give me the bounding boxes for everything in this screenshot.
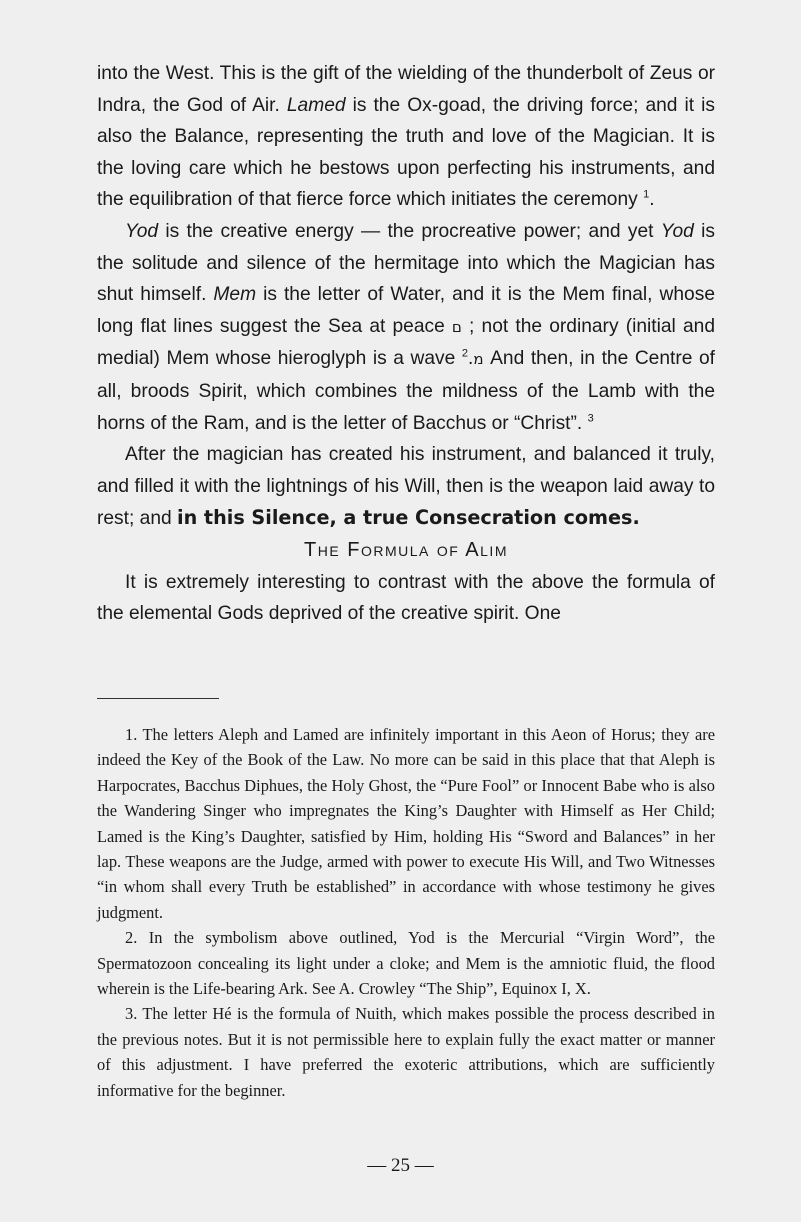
lamed-term: Lamed bbox=[286, 94, 346, 116]
section-heading: The Formula of Alim bbox=[304, 538, 508, 561]
footnote-ref-1: 1 bbox=[643, 188, 650, 201]
paragraph-2: Yod is the creative energy — the procreative power; and yet Yod is the solitude and silence of the hermitage into which the Magician has shut himself. Mem is the letter of Water, and it is the Mem final, whose long flat lines suggest the Sea at peace ם ; not the ordinary (initial and medial) Mem whose hieroglyph is a wave מ.$^2$ And then, in the Centre of all, broods Spirit, which combines the mildness of the Lamb with the horns of the Ram, and is the letter of Bacchus or “Christ”. $^3$ bbox=[97, 220, 715, 434]
main-text bbox=[97, 58, 715, 630]
mem-wave-glyph: מ bbox=[473, 350, 484, 369]
footnote-ref-2: 2 bbox=[461, 347, 468, 360]
paragraph-1: into the West. This is the gift of the wielding of the thunderbolt of Zeus or Indra, the God of Air. Lamed is the Ox-goad, the driving force; and it is also the Balance, representing the truth and love of the Magician. It is the loving care which he bestows upon perfecting his instruments, and the equilibration of that fierce force which initiates the ceremony $^1$. bbox=[97, 63, 715, 211]
page-number: — 25 — bbox=[367, 1155, 434, 1176]
yod-term: Yod bbox=[660, 220, 694, 242]
emphasis-text: in this Silence, a true Consecration comes bbox=[177, 506, 633, 530]
paragraph-3: After the magician has created his instrument, and balanced it truly, and filled it with the lightnings of his Will, then is the weapon laid away to rest; and in this Silence, a true Consecration comes. bbox=[97, 444, 715, 530]
footnote-ref-3: 3 bbox=[587, 412, 594, 425]
mem-final-glyph: ם bbox=[451, 317, 462, 336]
footnote-2: 2. In the symbolism above outlined, Yod is the Mercurial “Virgin Word”, the Spermatozoon concealing its light under a cloke; and Mem is the amniotic fluid, the flood wherein is the Life-bearing Ark. See A. Crowley “The Ship”, Equinox I, X. bbox=[97, 928, 715, 999]
footnote-divider bbox=[97, 698, 219, 699]
footnote-3: 3. The letter Hé is the formula of Nuith, which makes possible the process described in the previous notes. But it is not permissible here to explain fully the exact matter or manner of this adjustment. I have preferred the exoteric attributions, which are sufficiently informative for the beginner. bbox=[97, 1004, 715, 1100]
footnotes bbox=[97, 722, 715, 1103]
mem-term: Mem bbox=[213, 284, 257, 306]
paragraph-4: It is extremely interesting to contrast with the above the formula of the elemental Gods deprived of the creative spirit. One bbox=[97, 571, 715, 625]
yod-term: Yod bbox=[125, 220, 159, 242]
footnote-1: 1. The letters Aleph and Lamed are infinitely important in this Aeon of Horus; they are indeed the Key of the Book of the Law. No more can be said in this place that that Aleph is Harpocrates, Bacchus Diphues, the Holy Ghost, the “Pure Fool” or Innocent Babe who is also the Wandering Singer who impregnates the King’s Daughter with Himself as Her Child; Lamed is the King’s Daughter, satisfied by Him, holding His “Sword and Balances” in her lap. These weapons are the Judge, armed with power to execute His Will, and Two Witnesses “in whom shall every Truth be established” in accordance with whose testimony he gives judgment. bbox=[97, 725, 715, 922]
